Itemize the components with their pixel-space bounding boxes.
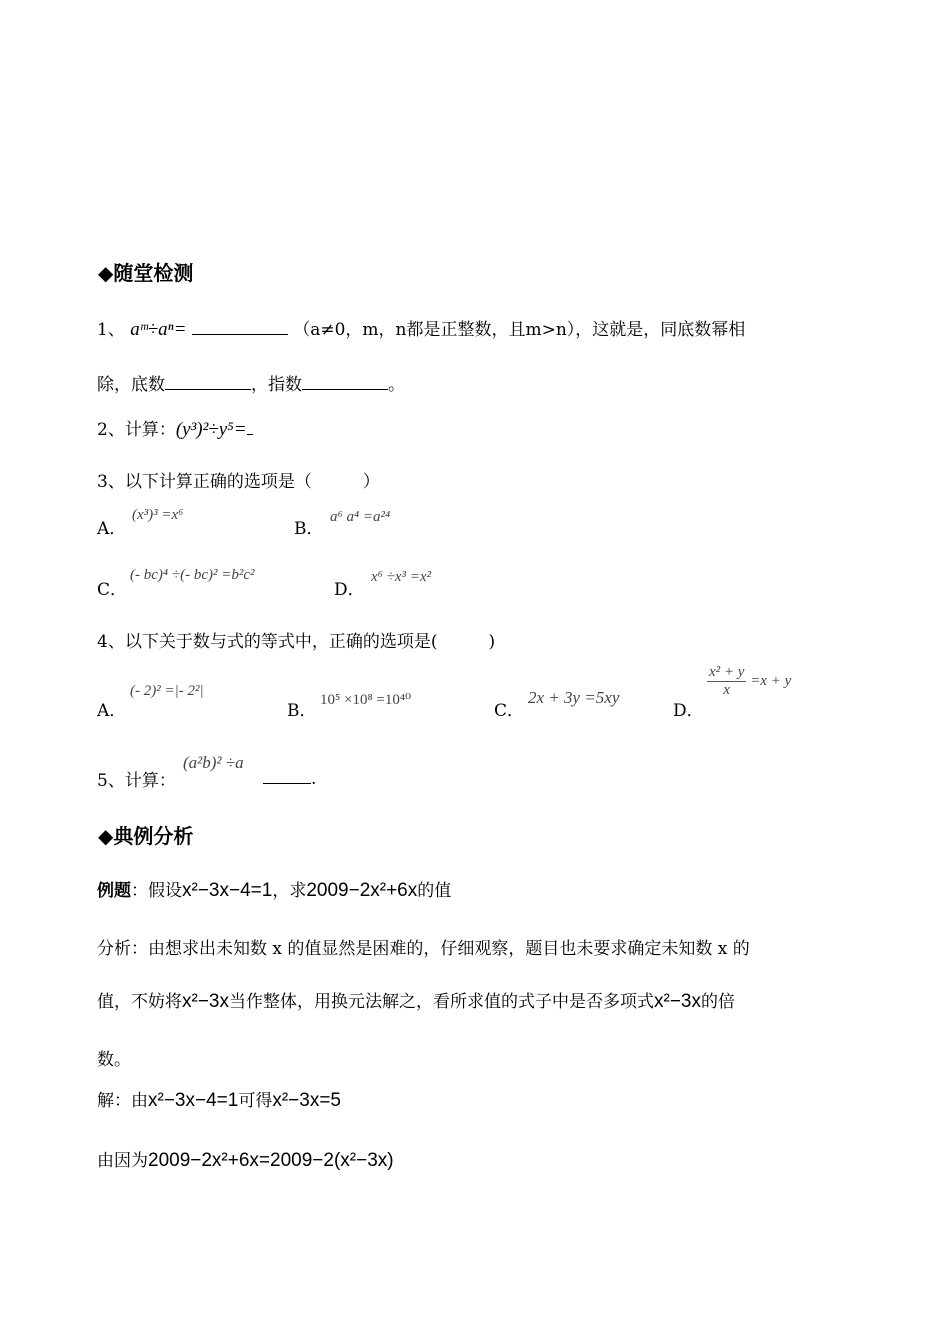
question-3-option-c-formula: (- bc)⁴ ÷(- bc)² =b²c² <box>130 567 255 583</box>
solution-equation: x²−3x=5 <box>272 1090 341 1111</box>
question-1-base-blank[interactable] <box>165 373 251 390</box>
question-2-formula: (y³)²÷y⁵= <box>175 419 247 440</box>
example-text: 假设 <box>148 881 182 901</box>
fraction <box>707 664 746 699</box>
question-1-condition: （a≠0，m，n都是正整数，且m>n），这就是，同底数幂相 <box>293 320 746 340</box>
solution-equation: x²−3x−4=1 <box>148 1090 239 1111</box>
example-colon: ： <box>131 881 148 901</box>
question-5-label: 5、计算： <box>97 771 176 791</box>
analysis-expression: x²−3x <box>182 991 229 1012</box>
question-1-exponent-blank[interactable] <box>302 373 388 390</box>
question-4-option-d-label: D． <box>673 701 704 721</box>
fraction-rhs: =x + y <box>750 672 792 689</box>
question-3-option-b-label: B． <box>294 519 324 539</box>
question-1-number: 1、 <box>97 320 125 340</box>
question-3-option-a-formula: (x³)³ =x⁶ <box>132 507 184 523</box>
question-2-label: 2、计算： <box>97 420 176 440</box>
question-5-answer-blank[interactable] <box>263 767 311 784</box>
question-3-option-d-formula: x⁶ ÷x³ =x² <box>371 569 432 585</box>
analysis-text: 当作整体，用换元法解之，看所求值的式子中是否多项式 <box>229 992 654 1012</box>
question-4-option-b-formula: 10⁵ ×10⁸ =10⁴⁰ <box>320 692 412 708</box>
solution-text: 解：由 <box>97 1091 148 1111</box>
question-1-answer-blank[interactable] <box>192 318 288 335</box>
question-4-option-c-label: C． <box>494 701 525 721</box>
analysis-text: 值，不妨将 <box>97 992 182 1012</box>
question-2 <box>97 415 253 441</box>
question-4-option-b-label: B． <box>287 701 317 721</box>
analysis-line-3: 数。 <box>97 1050 131 1070</box>
solution-line-2 <box>97 1146 394 1172</box>
example-label: 例题 <box>97 881 131 901</box>
question-5-answer <box>263 767 316 789</box>
solution-equation: 2009−2x²+6x=2009−2(x²−3x) <box>148 1150 394 1171</box>
question-1 <box>97 315 745 341</box>
solution-text: 可得 <box>238 1091 273 1111</box>
question-1-exponent-label: ，指数 <box>251 375 302 395</box>
analysis-expression: x²−3x <box>654 991 701 1012</box>
question-4-label: 4、以下关于数与式的等式中，正确的选项是( ) <box>97 632 496 652</box>
question-3-label: 3、以下计算正确的选项是（ ） <box>97 472 380 492</box>
fraction-numerator: x² + y <box>709 664 745 680</box>
analysis-line-1: 分析：由想求出未知数 x 的值显然是困难的，仔细观察，题目也未要求确定未知数 x 的 <box>97 939 750 959</box>
question-1-line2 <box>97 370 405 395</box>
question-5-period: . <box>311 769 317 789</box>
fraction-denominator: x <box>723 682 731 698</box>
question-3-option-b-formula: a⁶ a⁴ =a²⁴ <box>330 509 391 525</box>
question-4-option-a-formula: (- 2)² =|- 2²| <box>130 683 204 699</box>
question-4-option-c-formula: 2x + 3y =5xy <box>528 688 620 707</box>
example-question <box>97 876 451 902</box>
example-equation: x²−3x−4=1 <box>182 880 273 901</box>
solution-text: 由因为 <box>97 1151 148 1171</box>
question-3-option-c-label: C． <box>97 580 128 600</box>
section-heading-practice: ◆随堂检测 <box>98 261 194 285</box>
analysis-text: 的倍 <box>701 992 735 1012</box>
question-4-option-d-formula <box>707 664 791 699</box>
question-2-answer-blank[interactable] <box>247 418 253 435</box>
section-heading-example-analysis: ◆典例分析 <box>98 824 194 848</box>
question-5-formula: (a²b)² ÷a <box>183 753 244 772</box>
example-text: ，求 <box>272 881 307 901</box>
question-3-option-a-label: A． <box>97 519 127 539</box>
example-expression: 2009−2x²+6x <box>306 880 418 901</box>
question-1-period: 。 <box>388 375 405 395</box>
solution-line-1 <box>97 1086 341 1112</box>
question-1-formula: aᵐ÷aⁿ= <box>130 319 187 340</box>
question-4-option-a-label: A． <box>97 701 127 721</box>
example-text: 的值 <box>417 881 452 901</box>
analysis-line-2 <box>97 987 735 1013</box>
question-1-base-label: 除，底数 <box>97 375 165 395</box>
question-3-option-d-label: D． <box>334 580 365 600</box>
